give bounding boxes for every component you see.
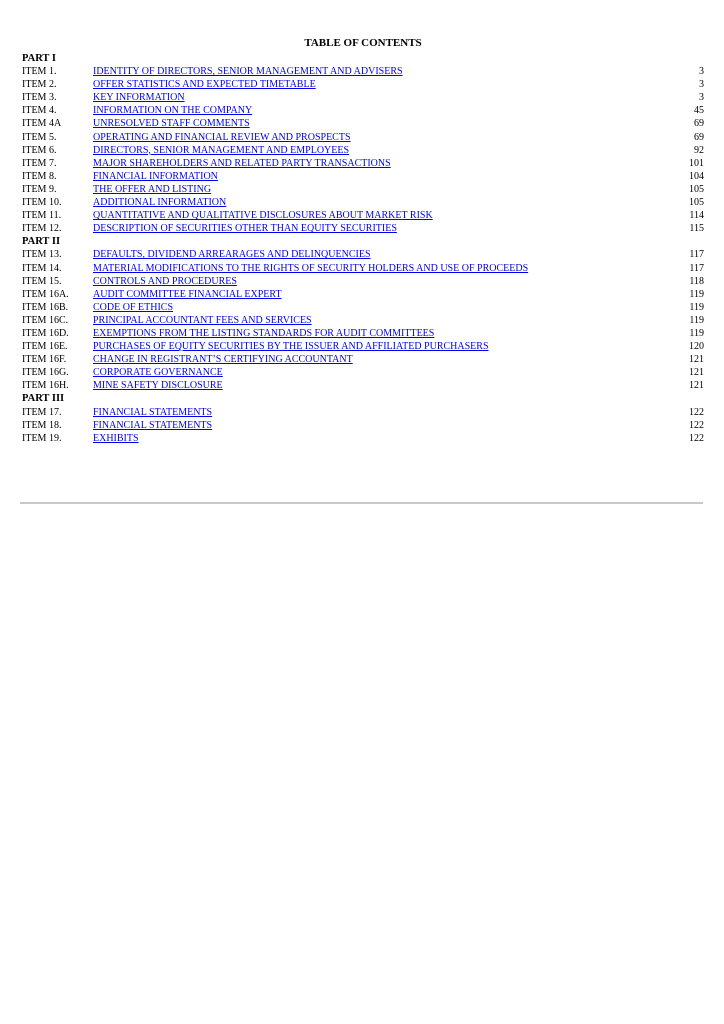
item-page-number: 92 xyxy=(694,144,704,156)
toc-row xyxy=(22,144,704,157)
item-number: ITEM 16D. xyxy=(22,327,69,339)
toc-row xyxy=(22,65,704,78)
toc-row xyxy=(22,288,704,301)
toc-row xyxy=(22,104,704,117)
toc-row xyxy=(22,432,704,445)
item-number: ITEM 8. xyxy=(22,170,57,182)
item-title-cell xyxy=(93,301,654,314)
item-number: ITEM 11. xyxy=(22,210,62,222)
item-title-link[interactable]: FINANCIAL INFORMATION xyxy=(93,170,218,182)
item-title-link[interactable]: DIRECTORS, SENIOR MANAGEMENT AND EMPLOYEES xyxy=(93,144,350,156)
item-number: ITEM 17. xyxy=(22,406,62,418)
item-title-cell xyxy=(93,183,654,196)
item-title-cell xyxy=(93,78,654,91)
item-number: ITEM 16H. xyxy=(22,380,69,392)
item-page-number: 69 xyxy=(694,118,704,130)
item-title-cell xyxy=(93,353,654,366)
item-page-number: 122 xyxy=(689,419,704,431)
item-number: ITEM 4. xyxy=(22,105,57,117)
toc-row xyxy=(22,353,704,366)
toc-row xyxy=(22,157,704,170)
item-title-cell xyxy=(93,196,654,209)
item-page-number: 119 xyxy=(689,301,704,313)
item-page-number: 117 xyxy=(689,262,704,274)
item-number: ITEM 16G. xyxy=(22,367,69,379)
item-number: ITEM 12. xyxy=(22,223,62,235)
item-title-link[interactable]: THE OFFER AND LISTING xyxy=(93,183,212,195)
item-title-link[interactable]: PURCHASES OF EQUITY SECURITIES BY THE ISSUER AND AFFILIATED PURCHASERS xyxy=(93,341,489,353)
item-title-link[interactable]: QUANTITATIVE AND QUALITATIVE DISCLOSURES ABOUT MARKET RISK xyxy=(93,210,433,222)
part-heading: PART II xyxy=(22,236,61,248)
toc-row xyxy=(22,170,704,183)
item-title-link[interactable]: ADDITIONAL INFORMATION xyxy=(93,197,227,209)
item-title-cell xyxy=(93,91,654,104)
toc-row xyxy=(22,406,704,419)
item-number: ITEM 18. xyxy=(22,419,62,431)
toc-row xyxy=(22,340,704,353)
part-heading: PART III xyxy=(22,393,65,405)
item-page-number: 105 xyxy=(689,197,704,209)
item-number: ITEM 16C. xyxy=(22,314,69,326)
toc-row xyxy=(22,379,704,392)
item-title-cell xyxy=(93,406,654,419)
item-page-number: 3 xyxy=(699,92,704,104)
item-title-link[interactable]: UNRESOLVED STAFF COMMENTS xyxy=(93,118,250,130)
toc-row xyxy=(22,131,704,144)
toc-row xyxy=(22,327,704,340)
part-heading: PART I xyxy=(22,53,56,64)
item-number: ITEM 16B. xyxy=(22,301,69,313)
item-title-link[interactable]: MAJOR SHAREHOLDERS AND RELATED PARTY TRANSACTIONS xyxy=(93,157,391,169)
item-title-link[interactable]: MATERIAL MODIFICATIONS TO THE RIGHTS OF SECURITY HOLDERS AND USE OF PROCEEDS xyxy=(93,262,529,274)
item-number: ITEM 7. xyxy=(22,157,57,169)
item-title-link[interactable]: OPERATING AND FINANCIAL REVIEW AND PROSPECTS xyxy=(93,131,351,143)
item-title-cell xyxy=(93,170,654,183)
toc-row xyxy=(22,222,704,235)
toc-row xyxy=(22,275,704,288)
item-number: ITEM 4A xyxy=(22,118,62,130)
item-page-number: 101 xyxy=(689,157,704,169)
item-title-link[interactable]: INFORMATION ON THE COMPANY xyxy=(93,105,253,117)
toc-row xyxy=(22,366,704,379)
item-title-cell xyxy=(93,222,654,235)
item-title-link[interactable]: DESCRIPTION OF SECURITIES OTHER THAN EQUITY SECURITIES xyxy=(93,223,397,235)
toc-row xyxy=(22,262,704,275)
item-number: ITEM 16E. xyxy=(22,341,68,353)
item-page-number: 115 xyxy=(689,223,704,235)
item-title-link[interactable]: EXEMPTIONS FROM THE LISTING STANDARDS FOR AUDIT COMMITTEES xyxy=(93,327,435,339)
item-title-cell xyxy=(93,248,654,261)
item-title-cell xyxy=(93,65,654,78)
item-title-link[interactable]: FINANCIAL STATEMENTS xyxy=(93,406,213,418)
item-title-link[interactable]: CHANGE IN REGISTRANT’S CERTIFYING ACCOUNTANT xyxy=(93,354,353,366)
toc-row xyxy=(22,314,704,327)
item-title-cell xyxy=(93,366,654,379)
item-page-number: 118 xyxy=(689,275,704,287)
item-number: ITEM 14. xyxy=(22,262,62,274)
item-title-cell xyxy=(93,275,654,288)
item-page-number: 119 xyxy=(689,288,704,300)
toc-row xyxy=(22,209,704,222)
item-number: ITEM 1. xyxy=(22,66,57,78)
page-divider xyxy=(20,502,703,504)
item-page-number: 117 xyxy=(689,249,704,261)
item-title-link[interactable]: IDENTITY OF DIRECTORS, SENIOR MANAGEMENT AND ADVISERS xyxy=(93,66,403,78)
toc-body xyxy=(22,52,704,445)
item-number: ITEM 15. xyxy=(22,275,62,287)
item-page-number: 121 xyxy=(689,380,704,392)
toc-row xyxy=(22,117,704,130)
item-title-link[interactable]: OFFER STATISTICS AND EXPECTED TIMETABLE xyxy=(93,79,316,91)
item-page-number: 120 xyxy=(689,341,704,353)
toc-row xyxy=(22,78,704,91)
item-title-cell xyxy=(93,340,654,353)
item-title-link[interactable]: FINANCIAL STATEMENTS xyxy=(93,419,213,431)
item-number: ITEM 3. xyxy=(22,92,57,104)
item-page-number: 45 xyxy=(694,105,704,117)
item-page-number: 119 xyxy=(689,314,704,326)
item-title-cell xyxy=(93,131,654,144)
item-title-cell xyxy=(93,314,654,327)
item-title-cell xyxy=(93,288,654,301)
item-number: ITEM 13. xyxy=(22,249,62,261)
toc-title: TABLE OF CONTENTS xyxy=(304,37,422,49)
item-page-number: 114 xyxy=(689,210,704,222)
item-title-link[interactable]: DEFAULTS, DIVIDEND ARREARAGES AND DELINQUENCIES xyxy=(93,249,371,261)
item-title-cell xyxy=(93,379,654,392)
item-title-cell xyxy=(93,157,654,170)
toc-row xyxy=(22,248,704,261)
toc-row xyxy=(22,419,704,432)
table-of-contents xyxy=(22,36,704,445)
item-number: ITEM 9. xyxy=(22,183,57,195)
item-number: ITEM 5. xyxy=(22,131,57,143)
item-number: ITEM 16F. xyxy=(22,354,67,366)
item-page-number: 121 xyxy=(689,367,704,379)
item-page-number: 104 xyxy=(689,170,704,182)
toc-row xyxy=(22,301,704,314)
item-title-cell xyxy=(93,209,654,222)
toc-row xyxy=(22,183,704,196)
item-page-number: 121 xyxy=(689,354,704,366)
item-title-cell xyxy=(93,144,654,157)
item-title-link[interactable]: EXHIBITS xyxy=(93,432,139,444)
item-page-number: 122 xyxy=(689,406,704,418)
item-number: ITEM 16A. xyxy=(22,288,69,300)
item-number: ITEM 6. xyxy=(22,144,57,156)
item-title-link[interactable]: CONTROLS AND PROCEDURES xyxy=(93,275,237,287)
item-number: ITEM 2. xyxy=(22,79,57,91)
item-page-number: 69 xyxy=(694,131,704,143)
item-number: ITEM 19. xyxy=(22,432,62,444)
item-title-cell xyxy=(93,432,654,445)
item-title-cell xyxy=(93,419,654,432)
item-title-link[interactable]: CODE OF ETHICS xyxy=(93,301,174,313)
item-title-cell xyxy=(93,327,654,340)
item-page-number: 119 xyxy=(689,327,704,339)
toc-row xyxy=(22,91,704,104)
item-title-cell xyxy=(93,117,654,130)
item-title-cell xyxy=(93,262,654,275)
item-title-cell xyxy=(93,104,654,117)
item-page-number: 105 xyxy=(689,183,704,195)
item-page-number: 3 xyxy=(699,79,704,91)
item-number: ITEM 10. xyxy=(22,197,62,209)
item-title-link[interactable]: PRINCIPAL ACCOUNTANT FEES AND SERVICES xyxy=(93,314,312,326)
item-title-link[interactable]: KEY INFORMATION xyxy=(93,92,185,104)
toc-row xyxy=(22,196,704,209)
item-page-number: 122 xyxy=(689,432,704,444)
item-title-link[interactable]: MINE SAFETY DISCLOSURE xyxy=(93,380,223,392)
item-page-number: 3 xyxy=(699,66,704,78)
item-title-link[interactable]: CORPORATE GOVERNANCE xyxy=(93,367,223,379)
item-title-link[interactable]: AUDIT COMMITTEE FINANCIAL EXPERT xyxy=(93,288,282,300)
